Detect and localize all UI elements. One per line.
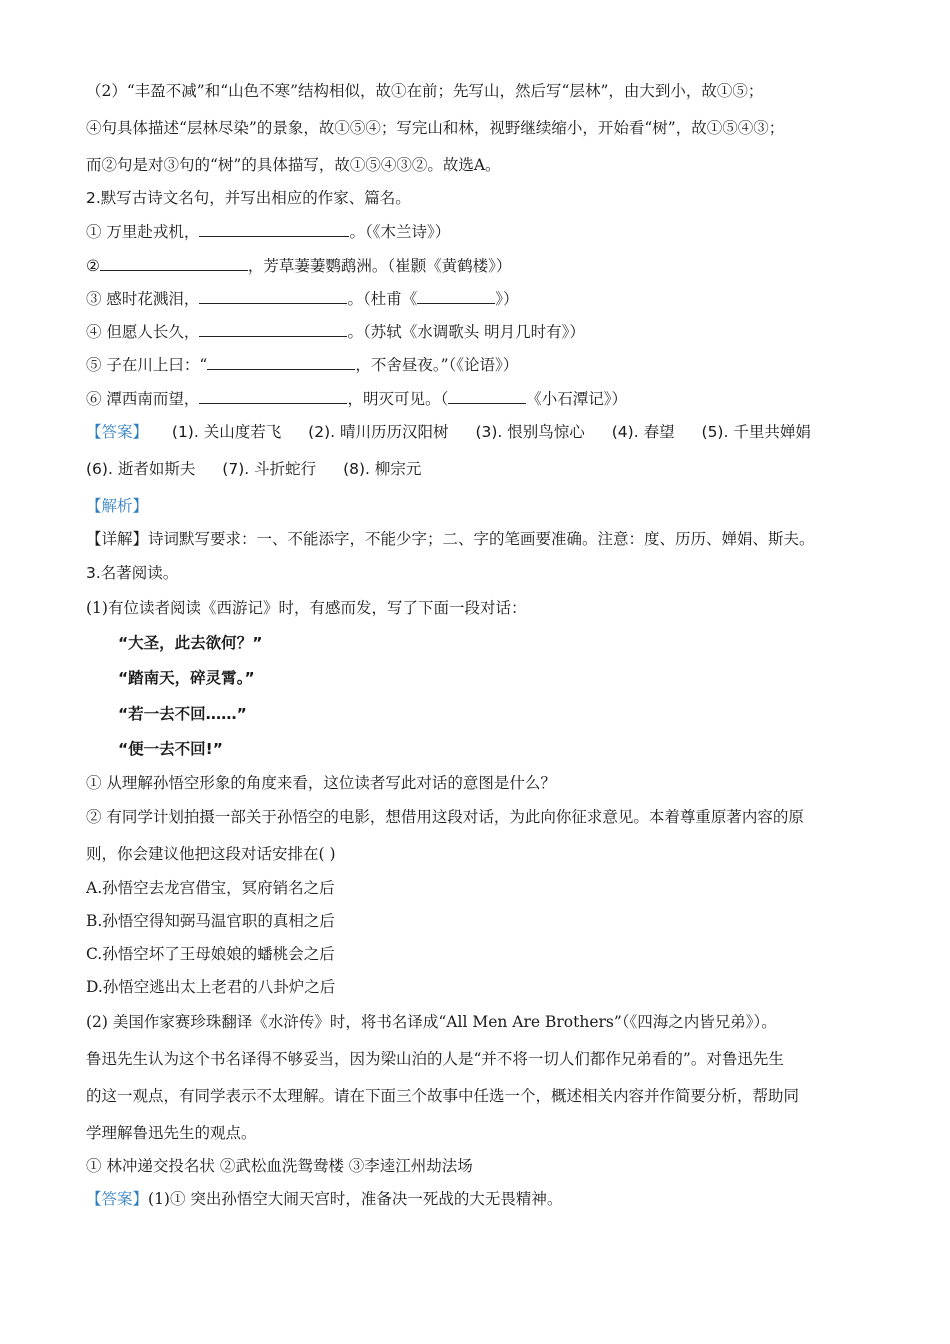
- q2-heading: [86, 188, 411, 208]
- answer-tag: 【答案】: [86, 423, 149, 441]
- q2-item-6-mid: ，明灭可见。（: [347, 390, 449, 408]
- answer-number: (6).: [86, 460, 113, 478]
- answer-number: (8).: [343, 460, 370, 478]
- answer-number: (1).: [171, 423, 199, 441]
- q2-item-1-pre: ① 万里赴戎机，: [86, 223, 200, 241]
- q2-item-5-pre: ⑤ 子在川上曰：“: [86, 356, 208, 374]
- dialogue-line: “便一去不回!”: [118, 740, 223, 758]
- option-c: C.孙悟空坏了王母娘娘的蟠桃会之后: [86, 945, 335, 963]
- detail-text: 【详解】诗词默写要求：一、不能添字，不能少字；二、字的笔画要准确。注意：度、历历、婵娟、斯夫。: [86, 530, 815, 548]
- q2-item-3-post: 》）: [495, 290, 519, 308]
- q2-item-3-pre: ③ 感时花溅泪，: [86, 290, 200, 308]
- q2-answers-line1: [86, 422, 811, 442]
- answer-item: [222, 460, 316, 478]
- q2-item-2-pre: ②: [86, 257, 100, 275]
- q3-sub1: (1)有位读者阅读《西游记》时，有感而发，写了下面一段对话：: [86, 599, 527, 617]
- answer-item: [475, 423, 584, 441]
- answer-text: 千里共婵娟: [733, 423, 811, 441]
- answer-blank[interactable]: [199, 389, 347, 404]
- answer-number: (2).: [308, 423, 336, 441]
- q2-item-4-post: 。（苏轼《水调歌头 明月几时有》）: [347, 323, 585, 341]
- q2-item-6-pre: ⑥ 潭西南而望，: [86, 390, 200, 408]
- answer-text: 斗折蛇行: [254, 460, 317, 478]
- q3-sub2-line3: 的这一观点，有同学表示不太理解。请在下面三个故事中任选一个，概述相关内容并作简要分析，帮助同: [86, 1087, 800, 1105]
- q3-number: 3.: [86, 564, 101, 582]
- q3-question2-line2: 则，你会建议他把这段对话安排在( ): [86, 845, 336, 863]
- q2-item-1: [86, 222, 450, 242]
- q3-sub2-line1: (2) 美国作家赛珍珠翻译《水浒传》时，将书名译成“All Men Are Brothers”（《四海之内皆兄弟》）。: [86, 1013, 777, 1031]
- q2-item-5-post: ，不舍昼夜。”（《论语》）: [355, 356, 519, 374]
- q2-item-4-pre: ④ 但愿人长久，: [86, 323, 200, 341]
- answer-blank[interactable]: [199, 289, 347, 304]
- answer-text: 恨别鸟惊心: [507, 423, 585, 441]
- answer-blank[interactable]: [199, 322, 347, 337]
- answer-number: (4).: [611, 423, 639, 441]
- q2-title: 默写古诗文名句，并写出相应的作家、篇名。: [100, 189, 411, 207]
- q3-answer: [86, 1189, 562, 1209]
- para1-line1: （2）“丰盈不减”和“山色不寒”结构相似，故①在前；先写山，然后写“层林”，由大到小，故①⑤；: [86, 82, 764, 100]
- q3-question1: ① 从理解孙悟空形象的角度来看，这位读者写此对话的意图是什么？: [86, 774, 556, 792]
- option-d: D.孙悟空逃出太上老君的八卦炉之后: [86, 978, 336, 996]
- q2-answers-line2: [86, 459, 443, 479]
- dialogue-line: “踏南天，碎灵霄。”: [118, 669, 255, 687]
- q3-question2-line1: ② 有同学计划拍摄一部关于孙悟空的电影，想借用这段对话，为此向你征求意见。本着尊重原著内容的原: [86, 808, 804, 826]
- q3-title: 名著阅读。: [100, 564, 179, 582]
- dialogue-line: “大圣，此去欲何？”: [118, 634, 263, 652]
- q2-item-6: [86, 389, 627, 409]
- answer-blank[interactable]: [448, 389, 526, 404]
- answer-text: 晴川历历汉阳树: [340, 423, 449, 441]
- q2-item-2: [86, 256, 511, 276]
- answer-blank[interactable]: [417, 289, 495, 304]
- answer-item: [702, 423, 811, 441]
- option-a: A.孙悟空去龙宫借宝，冥府销名之后: [86, 879, 335, 897]
- q2-item-6-post: 《小石潭记》）: [526, 390, 627, 408]
- q2-item-4: [86, 322, 585, 342]
- answer-item: [612, 423, 675, 441]
- answer-item: [343, 460, 421, 478]
- dialogue-line: “若一去不回……”: [118, 705, 247, 723]
- option-b: B.孙悟空得知弼马温官职的真相之后: [86, 912, 335, 930]
- q3-stories: ① 林冲递交投名状 ②武松血洗鸳鸯楼 ③李逵江州劫法场: [86, 1157, 473, 1175]
- answer-tag: 【答案】: [86, 1190, 149, 1208]
- para1-line2: ④句具体描述“层林尽染”的景象，故①⑤④；写完山和林，视野继续缩小，开始看“树”，故①⑤④③；: [86, 119, 785, 137]
- q3-answer-text: (1)① 突出孙悟空大闹天宫时，准备决一死战的大无畏精神。: [148, 1190, 563, 1208]
- analysis-tag: 【解析】: [86, 497, 149, 515]
- answer-blank[interactable]: [100, 256, 248, 271]
- answer-item: [172, 423, 281, 441]
- answer-item: [86, 460, 195, 478]
- answer-text: 柳宗元: [374, 460, 422, 478]
- q2-item-3: [86, 289, 518, 309]
- q3-sub2-line2: 鲁迅先生认为这个书名译得不够妥当，因为梁山泊的人是“并不将一切人们都作兄弟看的”。对鲁迅先生: [86, 1050, 784, 1068]
- answer-blank[interactable]: [199, 222, 349, 237]
- answer-text: 逝者如斯夫: [117, 460, 196, 478]
- q2-item-3-mid: 。（杜甫《: [347, 290, 418, 308]
- answer-blank[interactable]: [207, 355, 355, 370]
- q3-sub2-line4: 学理解鲁迅先生的观点。: [86, 1124, 257, 1142]
- answer-number: (5).: [701, 423, 729, 441]
- answer-number: (3).: [475, 423, 503, 441]
- q2-item-2-post: ，芳草萋萋鹦鹉洲。（崔颢《黄鹤楼》）: [247, 257, 512, 275]
- answer-text: 关山度若飞: [203, 423, 282, 441]
- q2-number: 2.: [86, 189, 101, 207]
- answer-item: [308, 423, 448, 441]
- q2-item-5: [86, 355, 518, 375]
- answer-number: (7).: [222, 460, 250, 478]
- q3-heading: [86, 563, 178, 583]
- para1-line3: 而②句是对③句的“树”的具体描写，故①⑤④③②。故选A。: [86, 156, 501, 174]
- answer-text: 春望: [643, 423, 675, 441]
- q2-item-1-post: 。（《木兰诗》）: [349, 223, 451, 241]
